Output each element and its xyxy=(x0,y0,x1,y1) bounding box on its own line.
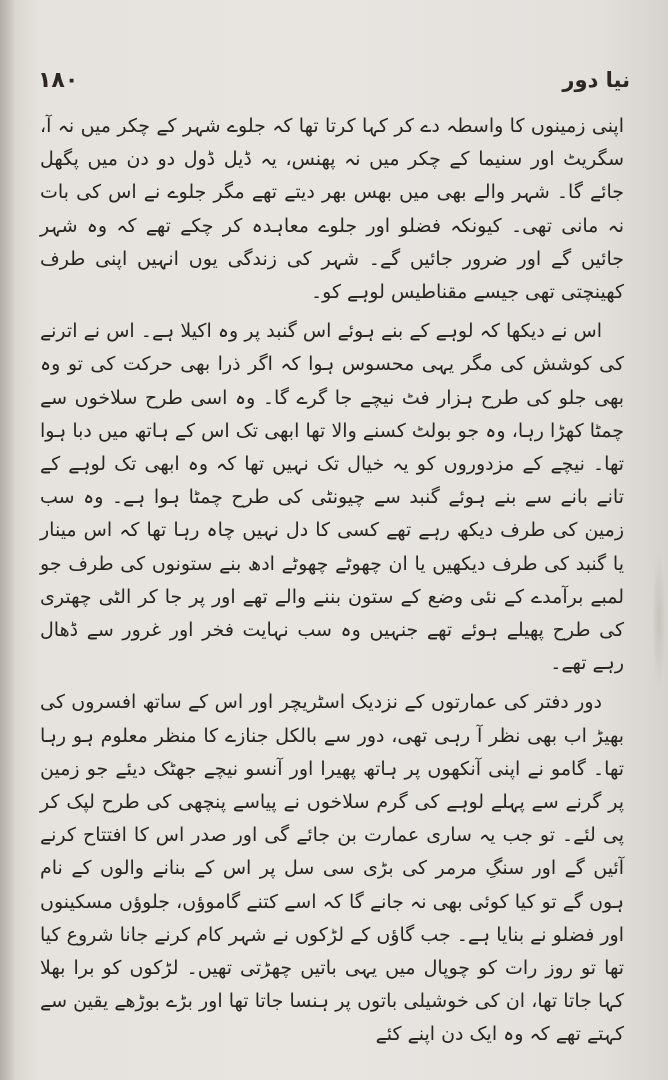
page-smudge xyxy=(652,550,666,690)
page-number: ۱۸۰ xyxy=(38,67,79,93)
page-body xyxy=(40,110,624,1062)
running-title: نیا دور xyxy=(562,68,630,92)
paragraph-3: دور دفتر کی عمارتوں کے نزدیک اسٹریچر اور اس کے ساتھ افسروں کی بھیڑ اب بھی نظر آ رہی تھی، دور سے بالکل جنازے کا منظر معلوم ہو رہا تھا۔ گامو نے اپنی آنکھوں پر ہاتھ پھیرا اور آنسو نیچے جھٹک دیئے جو زمین پر گرنے سے پہلے لوہے کی گرم سلاخوں نے پیاسے پنچھی کی طرح لپک کر پی لئے۔ تو جب یہ ساری عمارت بن جائے گی اور صدر اس کا افتتاح کرنے آئیں گے اور سنگِ مرمر کی بڑی سی سل پر اس کے بنانے والوں کے نام ہوں گے تو کیا کوئی بھی نہ جانے گا کہ اسے کتنے گاموؤں، جلوؤں مسکینوں اور فضلو نے بنایا ہے۔ جب گاؤں کے لڑکوں نے شہر کام کرنے جانا شروع کیا تھا تو روز رات کو چوپال میں یہی باتیں چھڑتی تھیں۔ لڑکوں کو برا بھلا کہا جاتا تھا، ان کی خوشیلی باتوں پر ہنسا جاتا تھا اور بڑے بوڑھے یقین سے کہتے تھے کہ وہ ایک دن اپنے کئے xyxy=(40,691,624,1046)
page-header xyxy=(38,60,630,100)
paragraph-2: اس نے دیکھا کہ لوہے کے بنے ہوئے اس گنبد پر وہ اکیلا ہے۔ اس نے اترنے کی کوشش کی مگر یہی محسوس ہوا کہ اگر ذرا بھی حرکت کی تو وہ بھی جلو کی طرح ہزار فٹ نیچے جا گرے گا۔ وہ اسی طرح سلاخوں سے چمٹا کھڑا رہا، وہ جو بولٹ کسنے والا تھا ابھی تک اس کے ہاتھ میں دبا ہوا تھا۔ نیچے کے مزدوروں کو یہ خیال تک نہیں تھا کہ وہ ابھی تک لوہے کے تانے بانے سے بنے ہوئے گنبد سے چیونٹی کی طرح چمٹا ہوا ہے۔ وہ سب زمین کی طرف دیکھ رہے تھے کسی کا دل نہیں چاہ رہا تھا کہ اس مینار یا گنبد کی طرف دیکھیں یا ان چھوٹے چھوٹے ادھ بنے ستونوں کی طرف جو لمبے برآمدے کے نئی وضع کے ستون بننے والے تھے اور پر جا کر الٹی چھتری کی طرح پھیلے ہوئے تھے جنہیں وہ سب نہایت فخر اور غرور سے ڈھال رہے تھے۔ xyxy=(40,320,624,675)
paragraph-1: اپنی زمینوں کا واسطہ دے کر کہا کرتا تھا کہ جلوے شہر کے چکر میں نہ آ، سگریٹ اور سنیما کے چکر میں نہ پھنس، یہ ڈیل ڈول دو دن میں پگھل جائے گا۔ شہر والے بھی میں بھس بھر دیتے تھے مگر جلوے نے اس کی بات نہ مانی تھی۔ کیونکہ فضلو اور جلوے معاہدہ کر چکے تھے کہ وہ شہر جائیں گے اور ضرور جائیں گے۔ شہر کی زندگی یوں انہیں اپنی طرف کھینچتی تھی جیسے مقناطیس لوہے کو۔ xyxy=(40,115,624,304)
